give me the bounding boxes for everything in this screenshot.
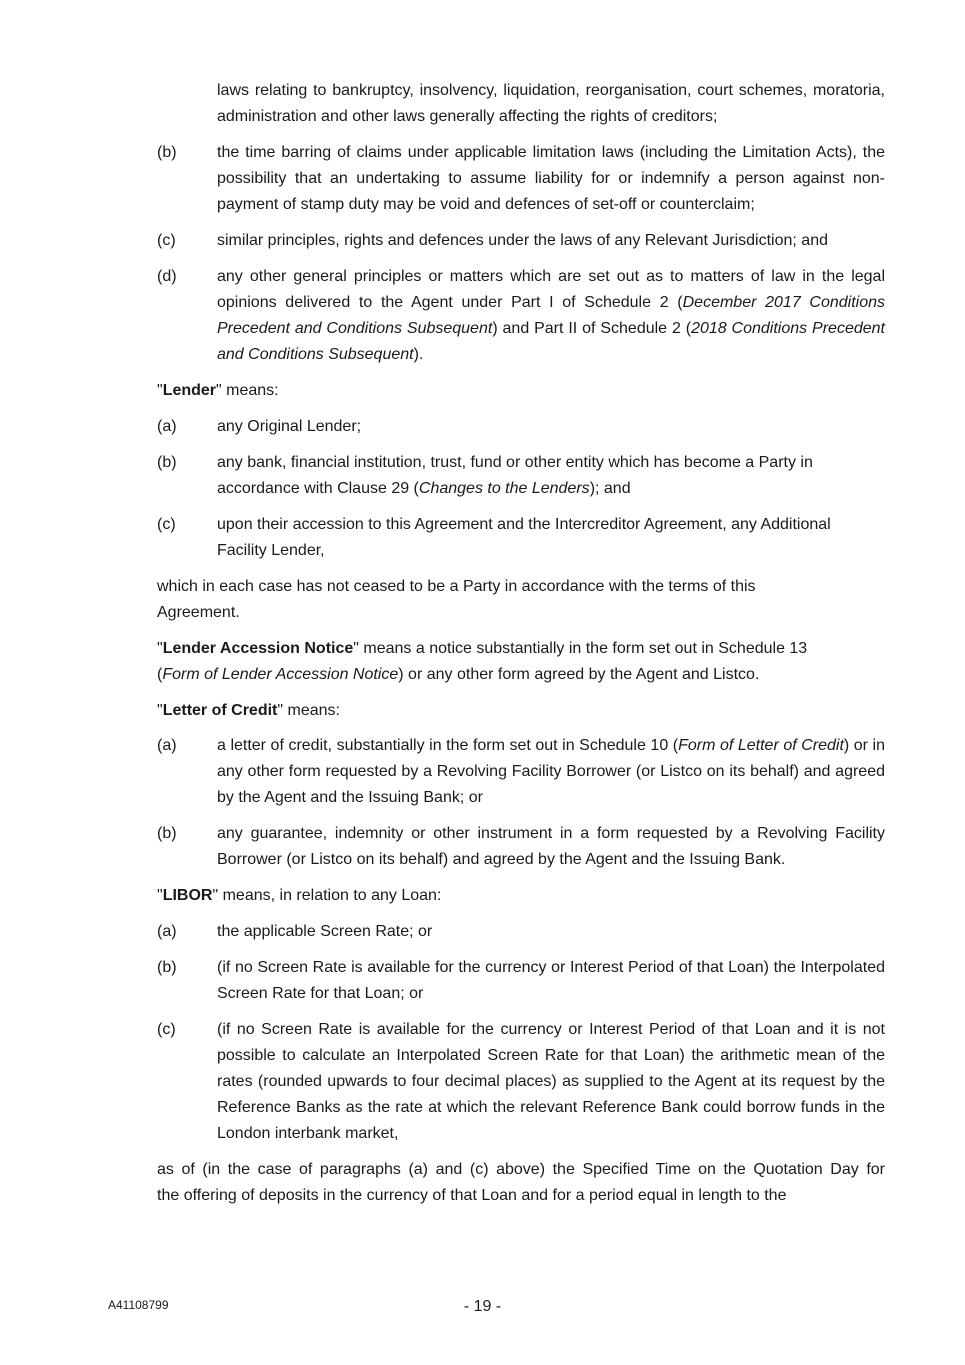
item-text: similar principles, rights and defences under the laws of any Relevant Jurisdiction; and	[217, 232, 828, 249]
item-text: the time barring of claims under applicable limitation laws (including the Limitation Acts), the possibility that an undertaking to assume liability for or indemnify a person against non-payment of stamp duty may be void and defences of set-off or counterclaim;	[217, 144, 885, 213]
definition-tail: as of (in the case of paragraphs (a) and (c) above) the Specified Time on the Quotation Day for the offering of deposits in the currency of that Loan and for a period equal in length to the	[157, 1161, 885, 1204]
item-label: (c)	[157, 516, 176, 533]
definition-heading: "LIBOR" means, in relation to any Loan:	[157, 887, 442, 904]
defined-term: LIBOR	[162, 887, 213, 904]
definition-heading: "Lender" means:	[157, 382, 279, 399]
item-label: (b)	[157, 454, 177, 471]
defined-term: Lender	[162, 382, 217, 399]
item-label: (b)	[157, 144, 177, 161]
item-text: any other general principles or matters which are set out as to matters of law in the legal opinions delivered to the Agent under Part I of Schedule 2 (December 2017 Conditions Precedent and Conditions Subsequent) and Part II of Schedule 2 (2018 Conditions Precedent and Conditions Subsequent).	[217, 268, 886, 363]
item-text: the applicable Screen Rate; or	[217, 923, 433, 940]
item-text: upon their accession to this Agreement and the Intercreditor Agreement, any Additional Facility Lender,	[217, 516, 831, 559]
item-label: (c)	[157, 232, 176, 249]
definition-lender-accession: "Lender Accession Notice" means a notice substantially in the form set out in Schedule 13 (Form of Lender Accession Notice) or any other form agreed by the Agent and Listco.	[157, 640, 808, 683]
item-text: (if no Screen Rate is available for the currency or Interest Period of that Loan and it is not possible to calculate an Interpolated Screen Rate for that Loan) the arithmetic mean of the rates (rounded upwards to four decimal places) as supplied to the Agent at its request by the Reference Banks as the rate at which the relevant Reference Bank could borrow funds in the London interbank market,	[217, 1021, 885, 1142]
definition-heading: "Letter of Credit" means:	[157, 702, 340, 719]
document-reference: A41108799	[108, 1298, 169, 1312]
defined-term: Letter of Credit	[162, 702, 278, 719]
item-label: (a)	[157, 418, 177, 435]
paragraph-continuation: laws relating to bankruptcy, insolvency, liquidation, reorganisation, court schemes, moratoria, administration and other laws generally affecting the rights of creditors;	[217, 82, 885, 125]
item-label: (c)	[157, 1021, 176, 1038]
item-text: (if no Screen Rate is available for the currency or Interest Period of that Loan) the Interpolated Screen Rate for that Loan; or	[217, 959, 885, 1002]
definition-tail: which in each case has not ceased to be a Party in accordance with the terms of this Agreement.	[157, 578, 756, 621]
item-label: (b)	[157, 825, 177, 842]
item-text: any bank, financial institution, trust, fund or other entity which has become a Party in accordance with Clause 29 (Changes to the Lenders); and	[217, 454, 813, 497]
item-text: any guarantee, indemnity or other instrument in a form requested by a Revolving Facility Borrower (or Listco on its behalf) and agreed by the Agent and the Issuing Bank.	[217, 825, 885, 868]
item-text: any Original Lender;	[217, 418, 362, 435]
item-label: (a)	[157, 923, 177, 940]
item-label: (d)	[157, 268, 177, 285]
item-label: (b)	[157, 959, 177, 976]
page-number: - 19 -	[463, 1298, 502, 1315]
item-text: a letter of credit, substantially in the form set out in Schedule 10 (Form of Letter of Credit) or in any other form requested by a Revolving Facility Borrower (or Listco on its behalf) and agreed by the Agent and the Issuing Bank; or	[217, 737, 886, 806]
item-label: (a)	[157, 737, 177, 754]
defined-term: Lender Accession Notice	[162, 640, 354, 657]
